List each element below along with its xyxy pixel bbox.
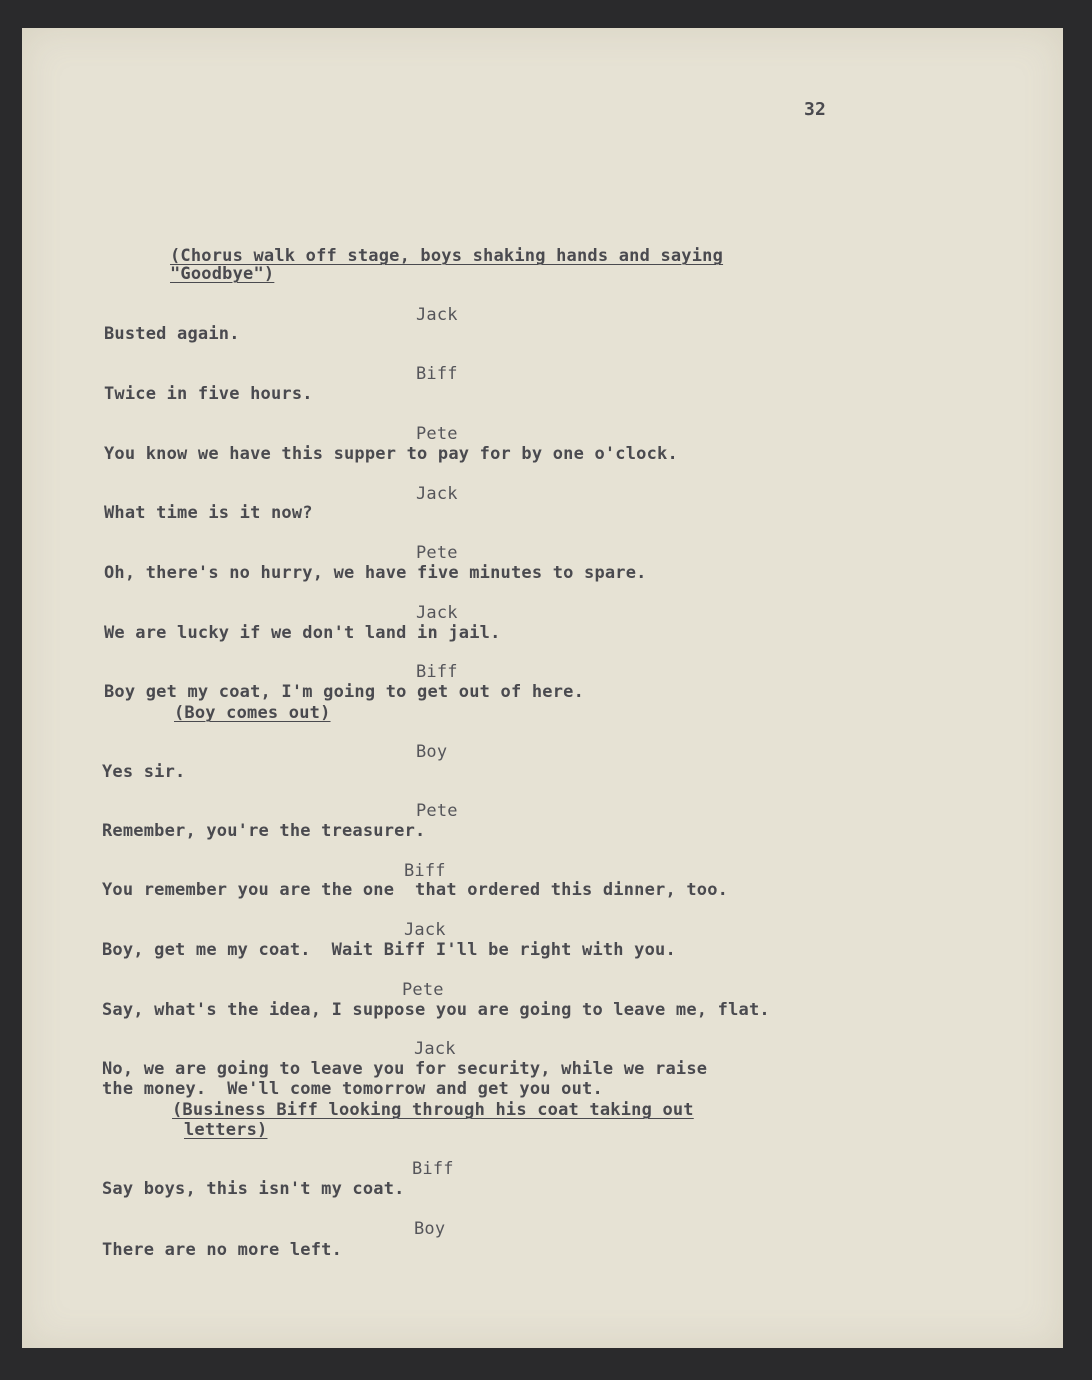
speaker-name: Biff [416, 364, 458, 384]
dialogue-line: Busted again. [104, 324, 240, 344]
speaker-name: Pete [416, 801, 458, 821]
typewritten-page [22, 28, 1063, 1348]
speaker-name: Pete [416, 424, 458, 444]
speaker-name: Jack [416, 603, 458, 623]
dialogue-line: You know we have this supper to pay for by one o'clock. [104, 444, 678, 464]
speaker-name: Boy [414, 1219, 446, 1239]
stage-direction: "Goodbye") [170, 264, 275, 284]
dialogue-line: Oh, there's no hurry, we have five minutes to spare. [104, 563, 647, 583]
dialogue-line: Boy get my coat, I'm going to get out of here. [104, 682, 585, 702]
speaker-name: Pete [416, 543, 458, 563]
dialogue-line: Twice in five hours. [104, 384, 313, 404]
speaker-name: Jack [416, 484, 458, 504]
speaker-name: Boy [416, 742, 448, 762]
dialogue-line: No, we are going to leave you for security, while we raise [102, 1059, 708, 1079]
speaker-name: Jack [416, 305, 458, 325]
dialogue-line: You remember you are the one that ordered this dinner, too. [102, 880, 729, 900]
speaker-name: Jack [404, 920, 446, 940]
stage-direction: (Chorus walk off stage, boys shaking hands and saying [170, 246, 724, 266]
speaker-name: Biff [416, 662, 458, 682]
dialogue-line: Yes sir. [102, 762, 186, 782]
stage-direction: (Business Biff looking through his coat taking out [172, 1100, 694, 1120]
dialogue-line: What time is it now? [104, 503, 313, 523]
page-number: 32 [804, 99, 827, 120]
stage-direction: (Boy comes out) [174, 703, 331, 723]
speaker-name: Biff [404, 861, 446, 881]
dialogue-line: Boy, get me my coat. Wait Biff I'll be right with you. [102, 940, 676, 960]
dialogue-line: We are lucky if we don't land in jail. [104, 623, 501, 643]
dialogue-line: Remember, you're the treasurer. [102, 821, 426, 841]
dialogue-line: the money. We'll come tomorrow and get you out. [102, 1079, 603, 1099]
speaker-name: Pete [402, 980, 444, 1000]
speaker-name: Jack [414, 1039, 456, 1059]
speaker-name: Biff [412, 1159, 454, 1179]
dialogue-line: There are no more left. [102, 1240, 343, 1260]
stage-direction: letters) [184, 1120, 268, 1140]
dialogue-line: Say, what's the idea, I suppose you are going to leave me, flat. [102, 1000, 770, 1020]
dialogue-line: Say boys, this isn't my coat. [102, 1179, 405, 1199]
